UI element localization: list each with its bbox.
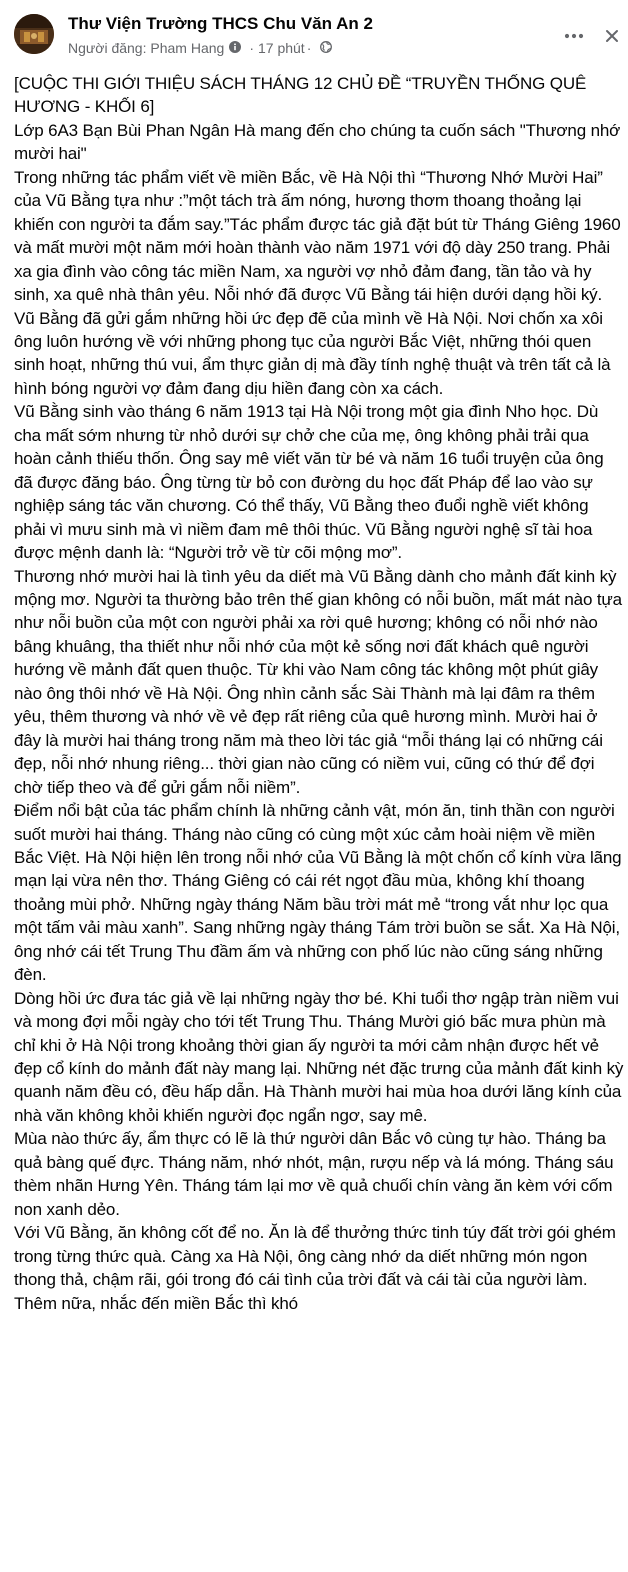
author-prefix: Người đăng: bbox=[68, 40, 147, 56]
group-name[interactable]: Thư Viện Trường THCS Chu Văn An 2 bbox=[68, 14, 373, 33]
post-paragraph: Điểm nổi bật của tác phẩm chính là những cảnh vật, món ăn, tinh thần con người suốt mười hai tháng. Tháng nào cũng có cùng một xúc cảm hoài niệm về miền Bắc Việt. Hà Nội hiện lên trong nỗi nhớ của Vũ Bằng là một chốn cổ kính vừa lãng mạn lại vừa nên thơ. Tháng Giêng có cái rét ngọt đầu mùa, không khí thoang thoảng mùi phở. Những ngày tháng Năm bầu trời mát mẻ “trong vắt như lọc qua một tấm vải màu xanh”. Sang những ngày tháng Tám trời buồn se sắt. Xa Hà Nội, ông nhớ cái tết Trung Thu đầm ấm và những con phố lúc nào cũng sáng những đèn. bbox=[14, 801, 622, 985]
globe-icon[interactable] bbox=[320, 38, 332, 58]
post-paragraph: Với Vũ Bằng, ăn không cốt để no. Ăn là để thưởng thức tinh túy đất trời gói ghém trong từng thức quà. Càng xa Hà Nội, ông càng nhớ da diết những món ngon thong thả, chậm rãi, gói trong đó cái tình của trời đất và cái tài của người làm. Thêm nữa, nhắc đến miền Bắc thì khó bbox=[14, 1223, 616, 1313]
more-options-button[interactable] bbox=[558, 20, 590, 52]
post-paragraph: Lớp 6A3 Bạn Bùi Phan Ngân Hà mang đến cho chúng ta cuốn sách "Thương nhớ mười hai" bbox=[14, 120, 621, 164]
group-avatar[interactable] bbox=[14, 14, 54, 54]
post-paragraph: Mùa nào thức ấy, ẩm thực có lẽ là thứ người dân Bắc vô cùng tự hào. Tháng ba quả bàng quế đực. Tháng năm, nhớ nhót, mận, rượu nếp và lá móng. Tháng sáu thèm nhãn Hưng Yên. Tháng tám lại mơ về quả chuối chín vàng ăn kèm với cốm non xanh dẻo. bbox=[14, 1129, 614, 1219]
post-paragraph: Trong những tác phẩm viết về miền Bắc, về Hà Nội thì “Thương Nhớ Mười Hai” của Vũ Bằng tựa như :”một tách trà ấm nóng, hương thơm thoang thoảng lại khiến con người ta đắm say.”Tác phẩm được tác giả đặt bút từ Tháng Giêng 1960 và mất mười một năm mới hoàn thành vào năm 1971 với độ dày 250 trang. Phải xa gia đình vào công tác miền Nam, xa người vợ nhỏ đảm đang, tần tảo và hy sinh, xa quê nhà thân yêu. Nỗi nhớ đã được Vũ Bằng tái hiện dưới dạng hồi ký. Vũ Bằng đã gửi gắm những hồi ức đẹp đẽ của mình về Hà Nội. Nơi chốn xa xôi ông luôn hướng về với những phong tục của người Bắc Việt, những thói quen sinh hoạt, những thú vui, ẩm thực giản dị mà đầy tính nghệ thuật và trên tất cả là hình bóng người vợ đảm đang dịu hiền đang còn xa cách. bbox=[14, 167, 621, 398]
author-name[interactable]: Pham Hang bbox=[150, 40, 225, 56]
meta-separator: · bbox=[306, 40, 312, 56]
post-paragraph: [CUỘC THI GIỚI THIỆU SÁCH THÁNG 12 CHỦ ĐỀ “TRUYỀN THỐNG QUÊ HƯƠNG - KHỐI 6] bbox=[14, 74, 587, 117]
info-icon[interactable] bbox=[229, 38, 241, 58]
post-paragraph: Thương nhớ mười hai là tình yêu da diết mà Vũ Bằng dành cho mảnh đất kinh kỳ mộng mơ. Người ta thường bảo trên thế gian không có nỗi buồn, mất mát nào tựa như nỗi buồn của một con người phải xa rời quê hương; không có nỗi nhớ nào bâng khuâng, tha thiết như nỗi nhớ của một kẻ sống nơi đất khách quê người hướng về mảnh đất quen thuộc. Từ khi vào Nam công tác không một phút giây nào ông thôi nhớ về Hà Nội. Ông nhìn cảnh sắc Sài Thành mà lại đâm ra thêm yêu, thêm thương và nhớ về vẻ đẹp rất riêng của quê hương mình. Mười hai ở đây là mười hai tháng trong năm mà theo lời tác giả “mỗi tháng lại có những cái đẹp, nỗi nhớ nhung riêng... thời gian nào cũng có niềm vui, cũng có thứ để đợi chờ tiếp theo và để gửi gắm nỗi niềm”. bbox=[14, 566, 622, 797]
close-icon bbox=[605, 29, 619, 43]
close-button[interactable] bbox=[596, 20, 628, 52]
post-content bbox=[14, 72, 624, 1315]
avatar-image bbox=[14, 14, 54, 54]
post-header bbox=[0, 0, 628, 66]
post-paragraph: Dòng hồi ức đưa tác giả về lại những ngày thơ bé. Khi tuổi thơ ngập tràn niềm vui và mong đợi mỗi ngày cho tới tết Trung Thu. Tháng Mười gió bấc mưa phùn mà chỉ khi ở Hà Nội trong khoảng thời gian ấy người ta mới cảm nhận được hết vẻ đẹp cổ kính do mảnh đất này mang lại. Những nét đặc trưng của mảnh đất kinh kỳ quanh năm đều có, đều hấp dẫn. Hà Thành mười hai mùa hoa dưới lăng kính của nhà văn không khỏi khiến người đọc ngẩn ngơ, say mê. bbox=[14, 988, 624, 1125]
post-meta bbox=[68, 38, 332, 58]
post-paragraph: Vũ Bằng sinh vào tháng 6 năm 1913 tại Hà Nội trong một gia đình Nho học. Dù cha mất sớm nhưng từ nhỏ dưới sự chở che của mẹ, ông không phải trải qua hoàn cảnh thiếu thốn. Ông say mê viết văn từ bé và năm 16 tuổi truyện của ông đã được đăng báo. Ông từng từ bỏ con đường du học đất Pháp để lao vào sự nghiệp sáng tác văn chương. Có thể thấy, Vũ Bằng theo đuổi nghề viết không phải vì mưu sinh mà vì niềm đam mê thôi thúc. Vũ Bằng người nghệ sĩ tài hoa được mệnh danh là: “Người trở về từ cõi mộng mơ”. bbox=[14, 402, 604, 563]
meta-separator: · bbox=[249, 40, 254, 56]
more-options-icon bbox=[564, 33, 584, 39]
post-time[interactable]: 17 phút bbox=[257, 40, 305, 56]
